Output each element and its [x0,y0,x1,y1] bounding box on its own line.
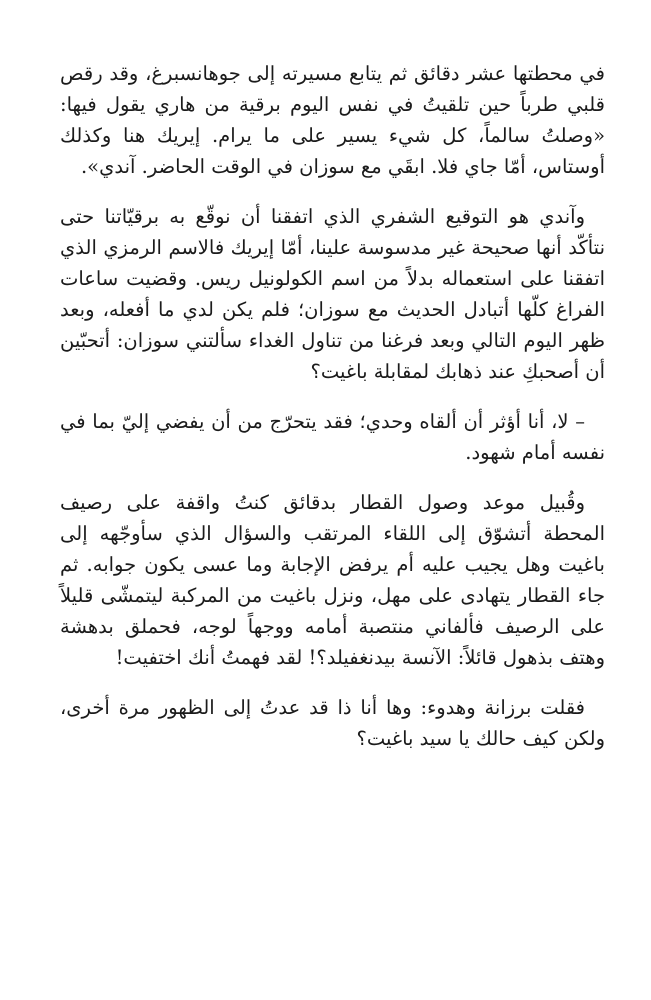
paragraph-5: فقلت برزانة وهدوء: وها أنا ذا قد عدتُ إلى الظهور مرة أخرى، ولكن كيف حالك يا سيد باغيت؟ [60,696,605,750]
book-page [60,58,605,773]
paragraph-4: وقُبيل موعد وصول القطار بدقائق كنتُ واقفة على رصيف المحطة أتشوّق إلى اللقاء المرتقب والسؤال الذي سأوجّهه إلى باغيت وهل يجيب عليه أم يرفض الإجابة وما عسى يكون جوابه. ثم جاء القطار يتهادى على مهل، ونزل باغيت من المركبة ليتمشّى قليلاً على الرصيف فألفاني منتصبة أمامه ووجهاً لوجه، فحملق بدهشة وهتف بذهول قائلاً: الآنسة بيدنغفيلد؟! لقد فهمتُ أنك اختفيت! [60,491,605,669]
paragraph-3: – لا، أنا أؤثر أن ألقاه وحدي؛ فقد يتحرّج من أن يفضي إليّ بما في نفسه أمام شهود. [60,410,605,464]
paragraph-2: وآندي هو التوقيع الشفري الذي اتفقنا أن نوقّع به برقيّاتنا حتى نتأكّد أنها صحيحة غير مدسوسة علينا، أمّا إيريك فالاسم الرمزي الذي اتفقنا على استعماله بدلاً من اسم الكولونيل ريس. وقضيت ساعات الفراغ كلّها أتبادل الحديث مع سوزان؛ فلم يكن لدي ما أفعله، وبعد ظهر اليوم التالي وبعد فرغنا من تناول الغداء سألتني سوزان: أتحبّين أن أصحبكِ عند ذهابك لمقابلة باغيت؟ [60,205,605,383]
paragraph-1: في محطتها عشر دقائق ثم يتابع مسيرته إلى جوهانسبرغ، وقد رقص قلبي طرباً حين تلقيتُ في نفس اليوم برقية من هاري يقول فيها: «وصلتُ سالماً، كل شيء يسير على ما يرام. إيريك هنا وكذلك أوستاس، أمّا جاي فلا. ابقَي مع سوزان في الوقت الحاضر. آندي». [60,62,605,178]
